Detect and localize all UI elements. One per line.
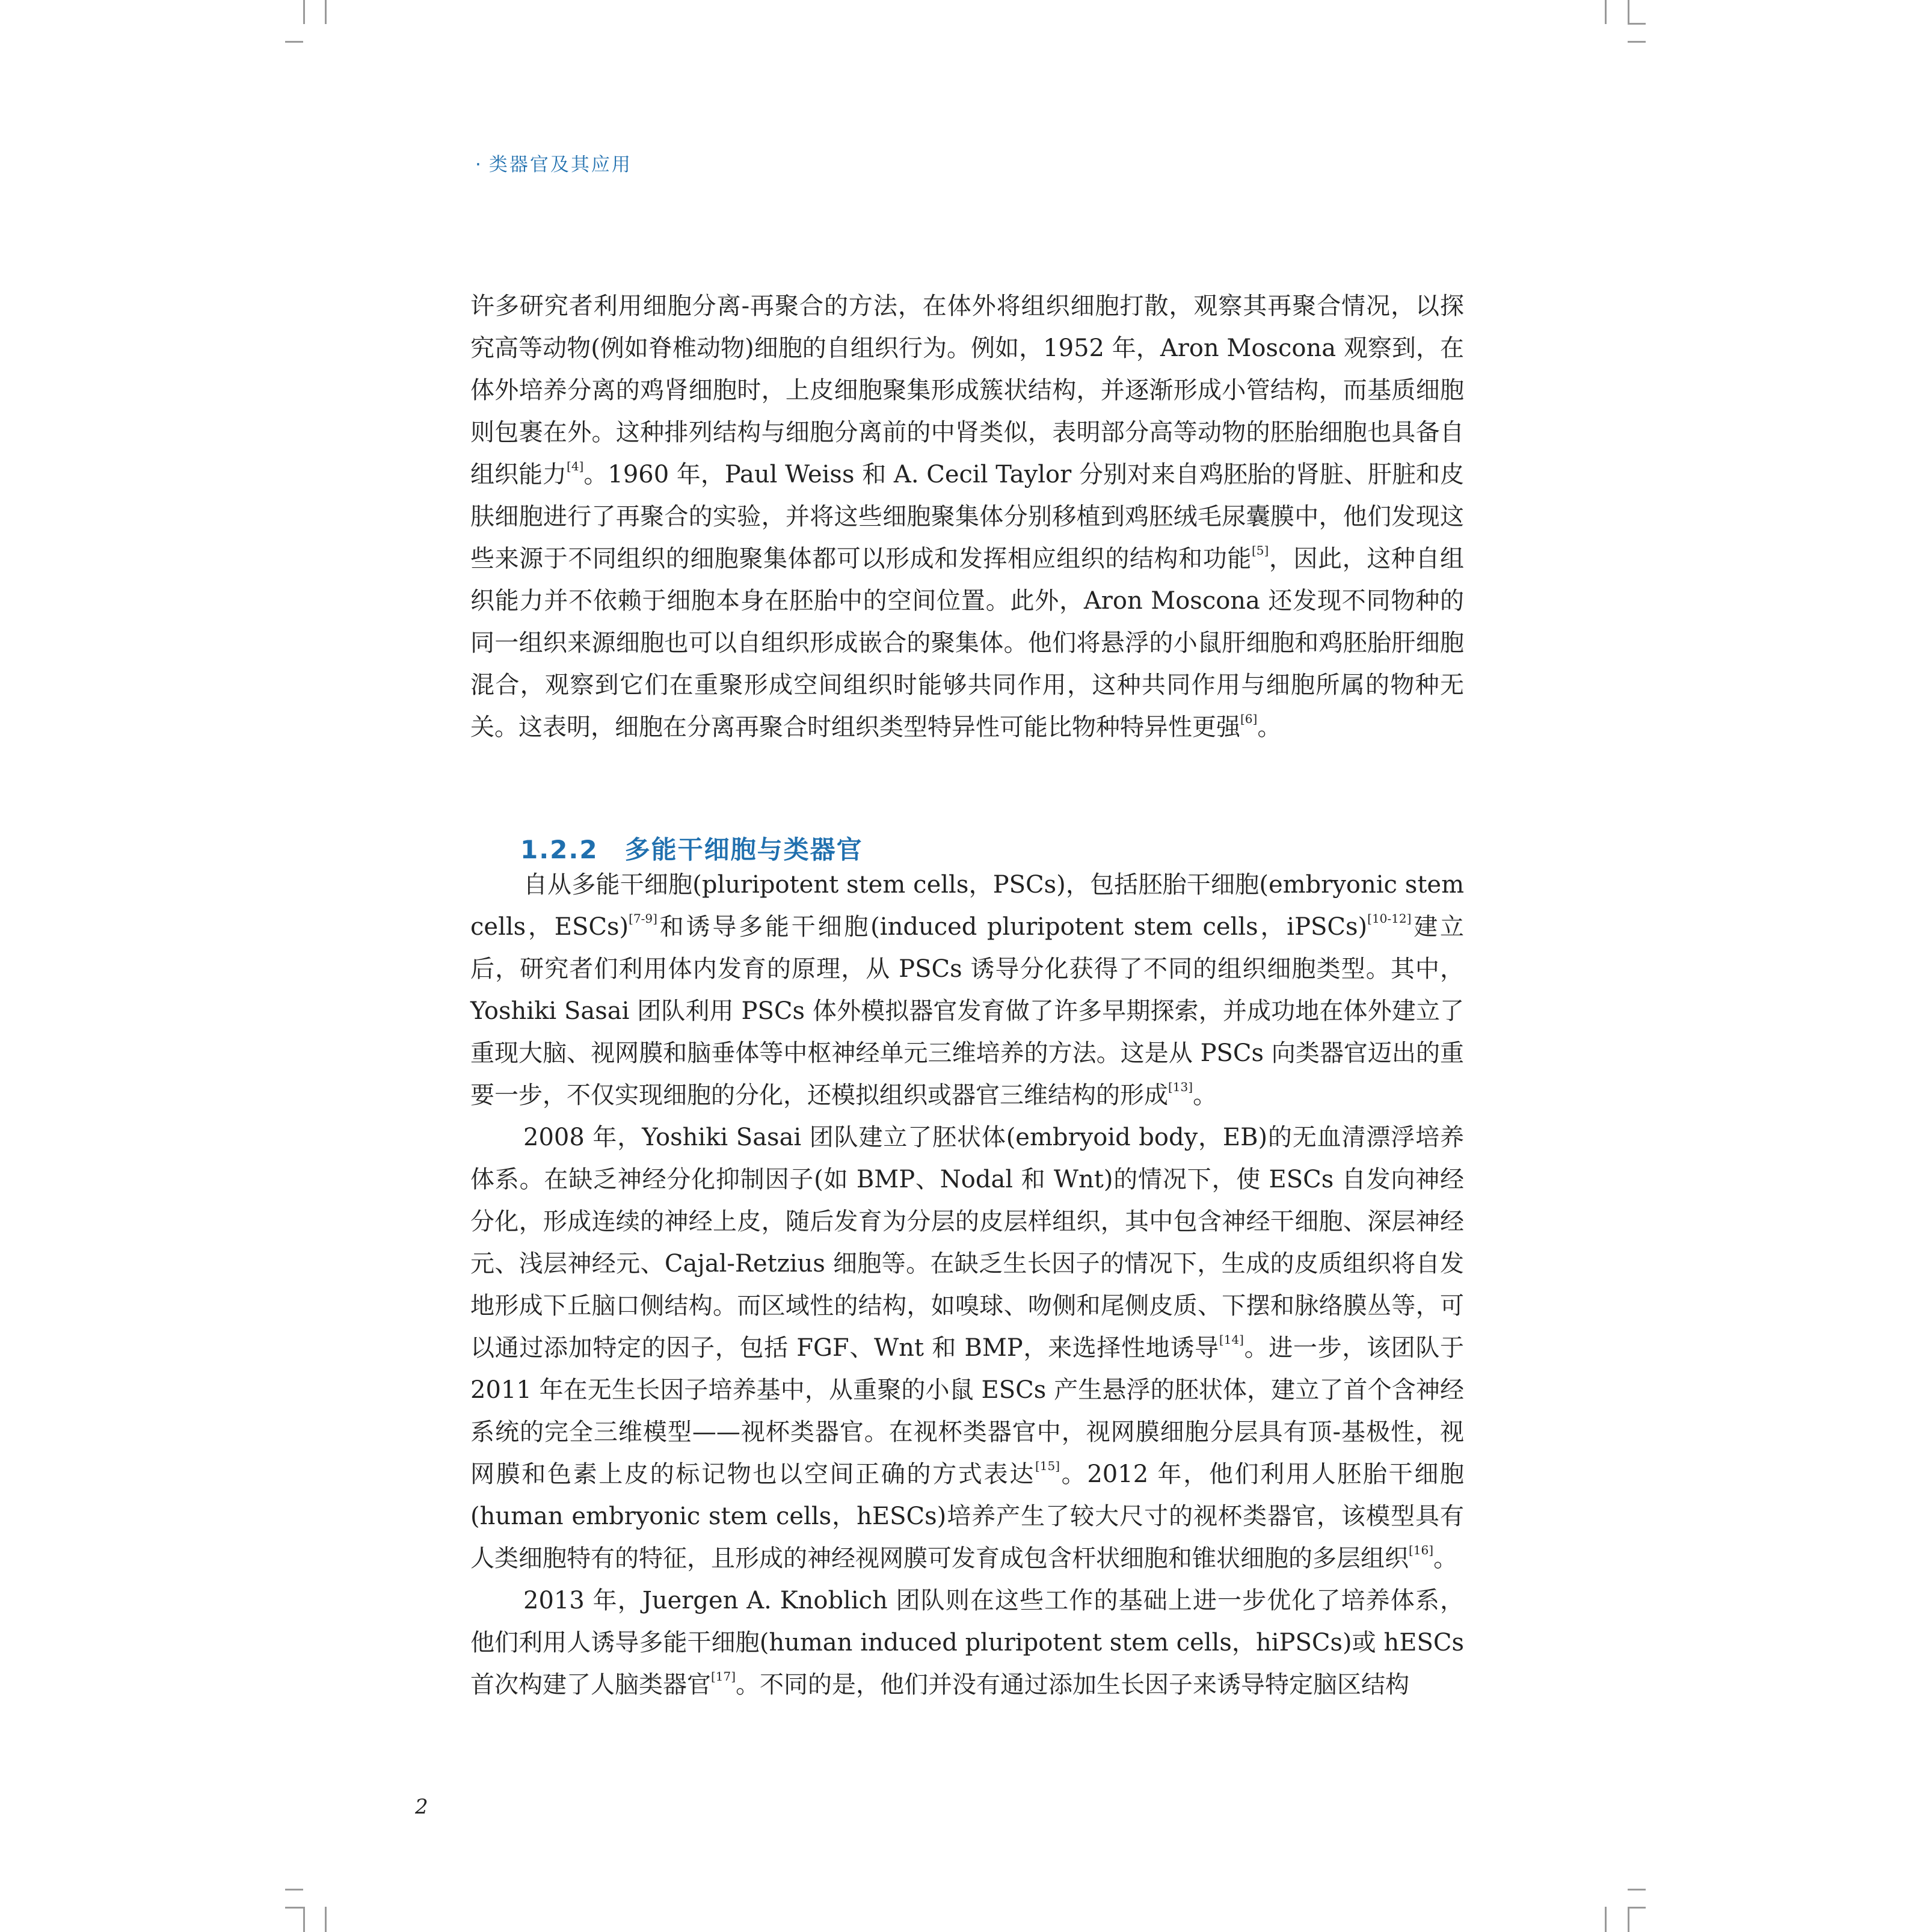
- text-run: 。: [1433, 1545, 1458, 1572]
- page-number: 2: [415, 1795, 428, 1819]
- crop-mark: [1628, 41, 1646, 43]
- crop-mark: [1628, 23, 1646, 25]
- header-bullet: ·: [475, 154, 483, 176]
- section-body: [470, 864, 1464, 1706]
- text-run: 2008 年，Yoshiki Sasai 团队建立了胚状体(embryoid body，EB)的无血清漂浮培养体系。在缺乏神经分化抑制因子(如 BMP、Nodal 和 Wnt)的情况下，使 ESCs 自发向神经分化，形成连续的神经上皮，随后发育为分层的皮层样组织，其中包含神经干细胞、深层神经元、浅层神经元、Cajal-Retzius 细胞等。在缺乏生长因子的情况下，生成的皮质组织将自发地形成下丘脑口侧结构。而区域性的结构，如嗅球、吻侧和尾侧皮质、下摆和脉络膜丛等，可以通过添加特定的因子，包括 FGF、Wnt 和 BMP，来选择性地诱导: [470, 1124, 1464, 1362]
- crop-mark: [285, 1889, 303, 1890]
- citation-ref: [6]: [1240, 712, 1258, 726]
- running-header: [475, 149, 632, 176]
- citation-ref: [7-9]: [629, 911, 657, 926]
- crop-mark: [1605, 1907, 1607, 1932]
- body-paragraph: [470, 1580, 1464, 1706]
- text-run: ，因此，这种自组织能力并不依赖于细胞本身在胚胎中的空间位置。此外，Aron Moscona 还发现不同物种的同一组织来源细胞也可以自组织形成嵌合的聚集体。他们将悬浮的小鼠肝细胞和鸡胚胎肝细胞混合，观察到它们在重聚形成空间组织时能够共同作用，这种共同作用与细胞所属的物种无关。这表明，细胞在分离再聚合时组织类型特异性可能比物种特异性更强: [470, 545, 1465, 741]
- citation-ref: [17]: [711, 1669, 736, 1684]
- crop-mark: [325, 1907, 327, 1932]
- section-title: 多能干细胞与类器官: [624, 835, 863, 864]
- crop-mark: [303, 1907, 305, 1932]
- text-run: 2013 年，Juergen A. Knoblich 团队则在这些工作的基础上进一步优化了培养体系，他们利用人诱导多能干细胞(human induced pluripotent stem cells，hiPSCs)或 hESCs 首次构建了人脑类器官: [470, 1587, 1464, 1699]
- crop-mark: [325, 0, 327, 24]
- text-run: 许多研究者利用细胞分离-再聚合的方法，在体外将组织细胞打散，观察其再聚合情况，以探究高等动物(例如脊椎动物)细胞的自组织行为。例如，1952 年，Aron Moscona 观察到，在体外培养分离的鸡肾细胞时，上皮细胞聚集形成簇状结构，并逐渐形成小管结构，而基质细胞则包裹在外。这种排列结构与细胞分离前的中肾类似，表明部分高等动物的胚胎细胞也具备自组织能力: [470, 292, 1464, 488]
- body-paragraph: [470, 285, 1464, 748]
- text-run: 。: [1257, 713, 1282, 741]
- citation-ref: [10-12]: [1367, 911, 1412, 926]
- citation-ref: [4]: [567, 459, 584, 473]
- crop-mark: [285, 41, 303, 43]
- intro-text: [470, 285, 1464, 748]
- text-run: 。: [1193, 1081, 1217, 1109]
- section-number: 1.2.2: [520, 835, 598, 864]
- citation-ref: [13]: [1168, 1080, 1193, 1094]
- crop-mark: [1628, 1889, 1646, 1890]
- text-run: 。2012 年，他们利用人胚胎干细胞(human embryonic stem cells，hESCs)培养产生了较大尺寸的视杯类器官，该模型具有人类细胞特有的特征，且形成的神经视网膜可发育成包含杆状细胞和锥状细胞的多层组织: [470, 1460, 1465, 1572]
- crop-mark: [1605, 0, 1607, 24]
- crop-mark: [1628, 1907, 1646, 1909]
- text-run: 。进一步，该团队于 2011 年在无生长因子培养基中，从重聚的小鼠 ESCs 产生悬浮的胚状体，建立了首个含神经系统的完全三维模型——视杯类器官。在视杯类器官中，视网膜细胞分层具有顶-基极性，视网膜和色素上皮的标记物也以空间正确的方式表达: [470, 1334, 1464, 1488]
- crop-mark: [303, 0, 305, 24]
- crop-mark: [1628, 0, 1629, 24]
- citation-ref: [16]: [1409, 1543, 1434, 1557]
- citation-ref: [5]: [1251, 543, 1269, 558]
- book-title: 类器官及其应用: [488, 154, 632, 176]
- body-paragraph: [470, 1116, 1464, 1580]
- text-run: 。1960 年，Paul Weiss 和 A. Cecil Taylor 分别对来自鸡胚胎的肾脏、肝脏和皮肤细胞进行了再聚合的实验，并将这些细胞聚集体分别移植到鸡胚绒毛尿囊膜中，他们发现这些来源于不同组织的细胞聚集体都可以形成和发挥相应组织的结构和功能: [470, 461, 1465, 573]
- crop-mark: [285, 1907, 303, 1909]
- crop-mark: [1628, 1907, 1629, 1932]
- citation-ref: [15]: [1035, 1459, 1060, 1473]
- text-run: 建立后，研究者们利用体内发育的原理，从 PSCs 诱导分化获得了不同的组织细胞类型。其中，Yoshiki Sasai 团队利用 PSCs 体外模拟器官发育做了许多早期探索，并成功地在体外建立了重现大脑、视网膜和脑垂体等中枢神经单元三维培养的方法。这是从 PSCs 向类器官迈出的重要一步，不仅实现细胞的分化，还模拟组织或器官三维结构的形成: [470, 913, 1465, 1109]
- citation-ref: [14]: [1219, 1332, 1244, 1347]
- text-run: 和诱导多能干细胞(induced pluripotent stem cells，iPSCs): [657, 913, 1368, 941]
- body-paragraph: [470, 864, 1464, 1116]
- text-run: 。不同的是，他们并没有通过添加生长因子来诱导特定脑区结构: [736, 1671, 1410, 1699]
- text-run: 自从多能干细胞(pluripotent stem cells，PSCs)，包括胚胎干细胞(embryonic stem cells，ESCs): [470, 871, 1464, 941]
